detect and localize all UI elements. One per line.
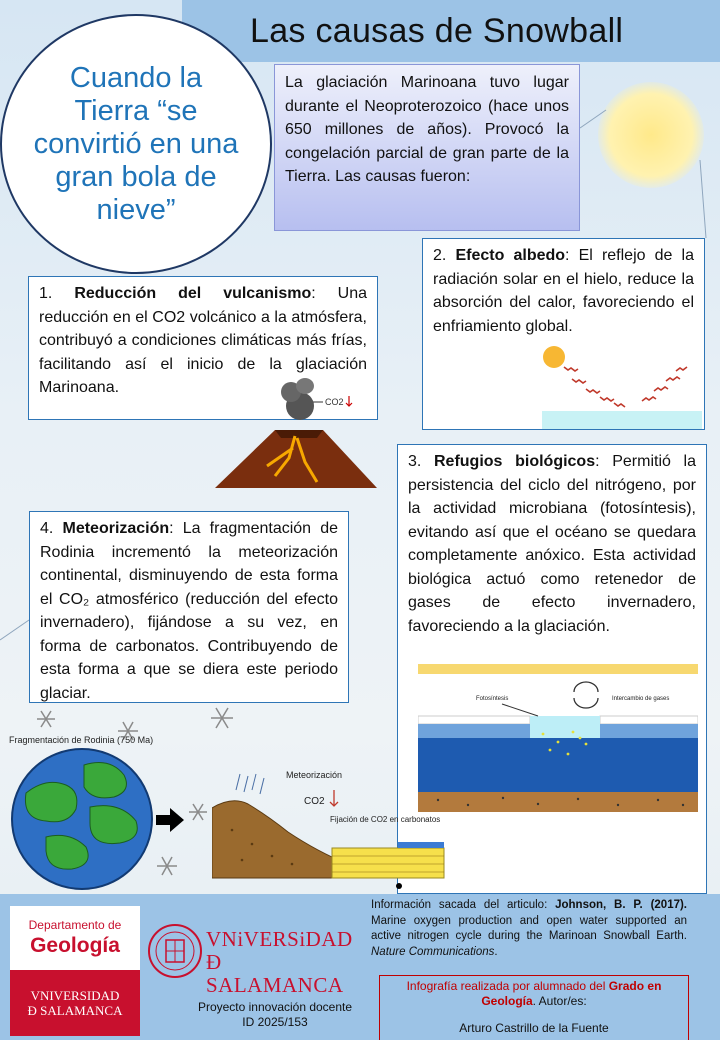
project-id: Proyecto innovación docente ID 2025/153: [197, 1000, 353, 1029]
cause-text: : Permitió la persistencia del ciclo del nitrógeno, por la actividad microbiana (fotosíntesis), evitando así que el océano se quedara completamente anóxico. Esta actividad biológica actuó como retenedor de gases de efecto invernadero, favoreciendo a la glaciación.: [408, 453, 696, 635]
credit-degree: Grado en Geología: [481, 979, 662, 1008]
intro-text: La glaciación Marinoana tuvo lugar durante el Neoproterozoico (hace unos 650 millones de años). Provocó la congelación parcial de gran parte de la Tierra. Las causas fueron:: [285, 74, 569, 185]
cause-text: : Una reducción en el CO2 volcánico a la atmósfera, contribuyó a condiciones climáticas más frías, facilitando así el inicio de la glaciación Marinoana.: [39, 285, 367, 396]
reference-prefix: Información sacada del articulo:: [371, 899, 556, 911]
credit-author: Arturo Castrillo de la Fuente: [459, 1021, 609, 1035]
cause-number: 4.: [40, 520, 54, 537]
dept-line-2: Geología: [30, 934, 120, 957]
reference-end: .: [494, 945, 498, 958]
cause-number: 1.: [39, 285, 53, 302]
reference: [371, 898, 687, 960]
reference-journal: Nature Communications: [371, 945, 495, 958]
cause-title: Reducción del vulcanismo: [74, 285, 312, 302]
cause-4-box: [29, 511, 349, 703]
albedo-illustration: [542, 345, 702, 429]
cause-text: : La fragmentación de Rodinia incrementó la meteorización continental, disminuyendo de esta forma el CO₂ atmosférico (reducción del efecto invernadero), fijándose a su vez, en forma de carbonatos. Contribuyendo de esta forma a que se diera este periodo glaciar.: [40, 520, 338, 702]
reference-title: Marine oxygen production and open water supported an active nitrogen cycle during the Marinoan Snowball Earth.: [371, 914, 687, 942]
cause-title: Refugios biológicos: [434, 453, 596, 470]
co2-label: CO2: [325, 397, 344, 407]
cause-title: Meteorización: [62, 520, 170, 537]
intro-box: [274, 64, 580, 231]
credit-box: [379, 975, 689, 1040]
ocean-illustration: [418, 664, 698, 812]
headline-text: Cuando la Tierra “se convirtió en una gran bola de nieve”: [33, 61, 239, 226]
reference-authors: Johnson, B. P. (2017).: [555, 899, 688, 911]
carbonate-fixation-label: Fijación de CO2 en carbonatos: [330, 815, 441, 824]
page-title: Las causas de Snowball: [250, 12, 624, 50]
gas-exchange-label: Intercambio de gases: [612, 696, 670, 702]
weathering-co2-label: CO2: [304, 796, 325, 807]
usal-line-1: VNiVERSiDAD: [206, 927, 353, 951]
cause-title: Efecto albedo: [455, 247, 566, 264]
cause-text: : El reflejo de la radiación solar en el hielo, reduce la absorción del calor, favoreciendo el enfriamiento global.: [433, 247, 695, 335]
credit-pre: Infografía realizada por alumnado del: [406, 979, 609, 993]
rodinia-label: Fragmentación de Rodinia (750 Ma): [9, 735, 154, 745]
dept-line-4: Ð SALAMANCA: [27, 1003, 123, 1018]
weathering-illustration: [212, 760, 448, 892]
photosynthesis-label: Fotosíntesis: [476, 696, 509, 702]
cause-number: 2.: [433, 247, 447, 264]
usal-line-2: Ð SALAMANCA: [206, 950, 344, 997]
department-logo: [10, 906, 140, 1036]
cause-number: 3.: [408, 453, 422, 470]
volcano-illustration: [205, 378, 380, 500]
headline-circle: [0, 14, 272, 274]
dept-line-3: VNIVERSIDAD: [30, 988, 120, 1003]
dept-line-1: Departamento de: [28, 918, 122, 932]
weathering-label: Meteorización: [286, 770, 343, 780]
university-crest-icon: [148, 920, 202, 982]
university-logo: [148, 918, 358, 997]
credit-post: . Autor/es:: [532, 994, 587, 1008]
rodinia-globe-illustration: [4, 745, 204, 890]
